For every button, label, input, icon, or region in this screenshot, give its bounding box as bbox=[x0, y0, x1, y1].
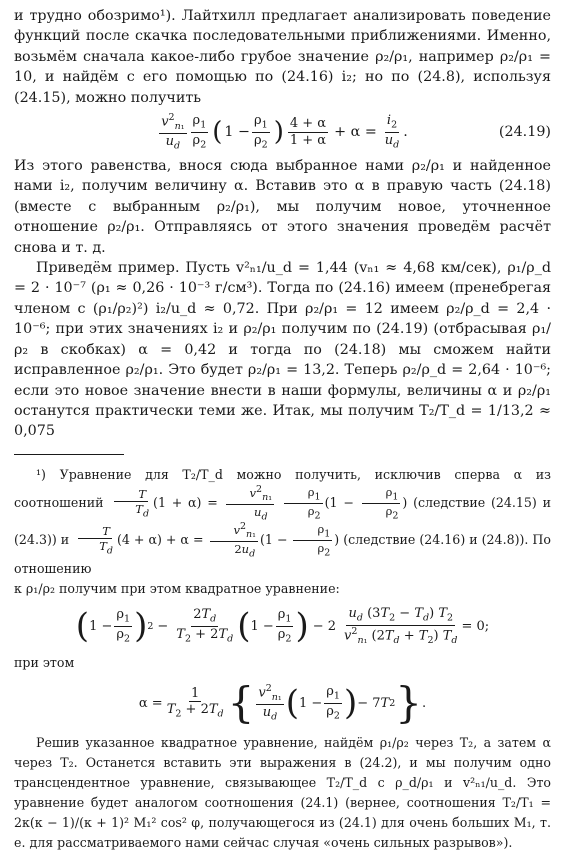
paragraph-1: и трудно обозримо¹). Лайтхилл предлагает анализировать поведение функций после скачка последовательными приближениями. Именно, возьмём сначала какое-либо грубое значение ρ₂/ρ₁, например ρ₂/ρ₁ = 10, и найдём с его помощью по (24.16) i₂; но по (24.8), используя (24.15), можно получить bbox=[14, 8, 551, 106]
equation-24-19: $\frac{v^2_{n_1}}{u_d}$ $\frac{\rho_1}{\rho_2}$ ( 1 − $\frac{\rho_1}{\rho_2}$ ) $\frac{4 + \alpha}{1 + \alpha}$ + α = $\frac{i_2}{u_d}$ . (24.19) bbox=[161, 111, 551, 152]
footnote-divider bbox=[14, 454, 124, 455]
footnote-pri-etom: при этом bbox=[14, 655, 75, 671]
footnote-quadratic-intro: к ρ₁/ρ₂ получим при этом квадратное уравнение: bbox=[14, 581, 340, 597]
paragraph-3: Приведём пример. Пусть v²ₙ₁/u_d = 1,44 (vₙ₁ ≈ 4,68 км/сек), ρ₁/ρ_d = 2 · 10⁻⁷ (ρ₁ ≈ 0,26 · 10⁻³ г/см³). Тогда по (24.16) имеем (пренебрегая членом с (ρ₁/ρ₂)²) i₂/u_d ≈ 0,72. При ρ₂/ρ₁ = 12 имеем ρ₂/ρ_d = 2,4 · 10⁻⁶; при этих значениях i₂ и ρ₂/ρ₁ получим по (24.19) (отбрасывая ρ₁/ρ₂ в скобках) α = 0,42 и тогда по (24.18) мы сможем найти исправленное ρ₂/ρ₁. Это будет ρ₂/ρ₁ = 13,2. Теперь ρ₂/ρ_d = 2,64 · 10⁻⁶; если это новое значение внести в наши формулы, величины α и ρ₂/ρ₁ останутся практически теми же. Итак, мы получим T₂/T_d = 1/13,2 ≈ 0,075 bbox=[14, 260, 551, 440]
footnote-final: Решив указанное квадратное уравнение, найдём ρ₁/ρ₂ через T₂, а затем α через T₂. Останется вставить эти выражения в (24.2), и мы получим одно трансцендентное уравнение, связывающее T₂/T_d с ρ_d/ρ₁ и v²ₙ₁/u_d. Это уравнение будет аналогом соотношения (24.1) (вернее, соотношения T₂/T₁ = 2κ(κ − 1)/(κ + 1)² M₁² cos² φ, получающегося из (24.1) для очень больших M₁, т. е. для рассматриваемого нами сейчас случая «очень сильных разрывов»). bbox=[14, 735, 551, 851]
paragraph-2: Из этого равенства, внося сюда выбранное нами ρ₂/ρ₁ и найденное нами i₂, получим величину α. Вставив это α в правую часть (24.18) (вместе с выбранным ρ₂/ρ₁), мы получим новое, уточненное отношение ρ₂/ρ₁. Отправляясь от этого значения проведём расчёт снова и т. д. bbox=[14, 158, 551, 256]
footnote-intro: ¹) Уравнение для T₂/T_d можно получить, исключив сперва α из соотношений $\frac{T}{T_d}$ (1 + α) = $\frac{v^2_{n_1}}{u_d}$ $\frac{\rho_1}{\rho_2}$ (1 − $\frac{\rho_1}{\rho_2}$ ) (следствие (24.15) и (24.3)) и $\frac{T}{T_d}$ (4 + α) + α = $\frac{v^2_{n_1}}{2u_d}$ (1 − $\frac{\rho_1}{\rho_2}$ ) (следствие (24.16) и (24.8)). По отношению bbox=[14, 466, 551, 577]
footnote-quadratic-equation: ( 1 − $\frac{\rho_1}{\rho_2}$ ) 2 − $\frac{2T_d}{T_2 + 2T_d}$ ( 1 − $\frac{\rho_1}{\rho_2}$ ) − 2 $\frac{u_d (3T_2 - T_d) T_2}{v^2_{n_1} (2T_d + T_2) T_d}$ = 0; bbox=[75, 606, 490, 647]
equation-number: (24.19) bbox=[498, 124, 551, 141]
page bbox=[14, 6, 551, 853]
footnote-alpha-equation: α = $\frac{1}{T_2 + 2T_d}$ { $\frac{v^2_{n_1}}{u_d}$ ( 1 − $\frac{\rho_1}{\rho_2}$ ) − 7 T 2 } . bbox=[138, 678, 427, 728]
